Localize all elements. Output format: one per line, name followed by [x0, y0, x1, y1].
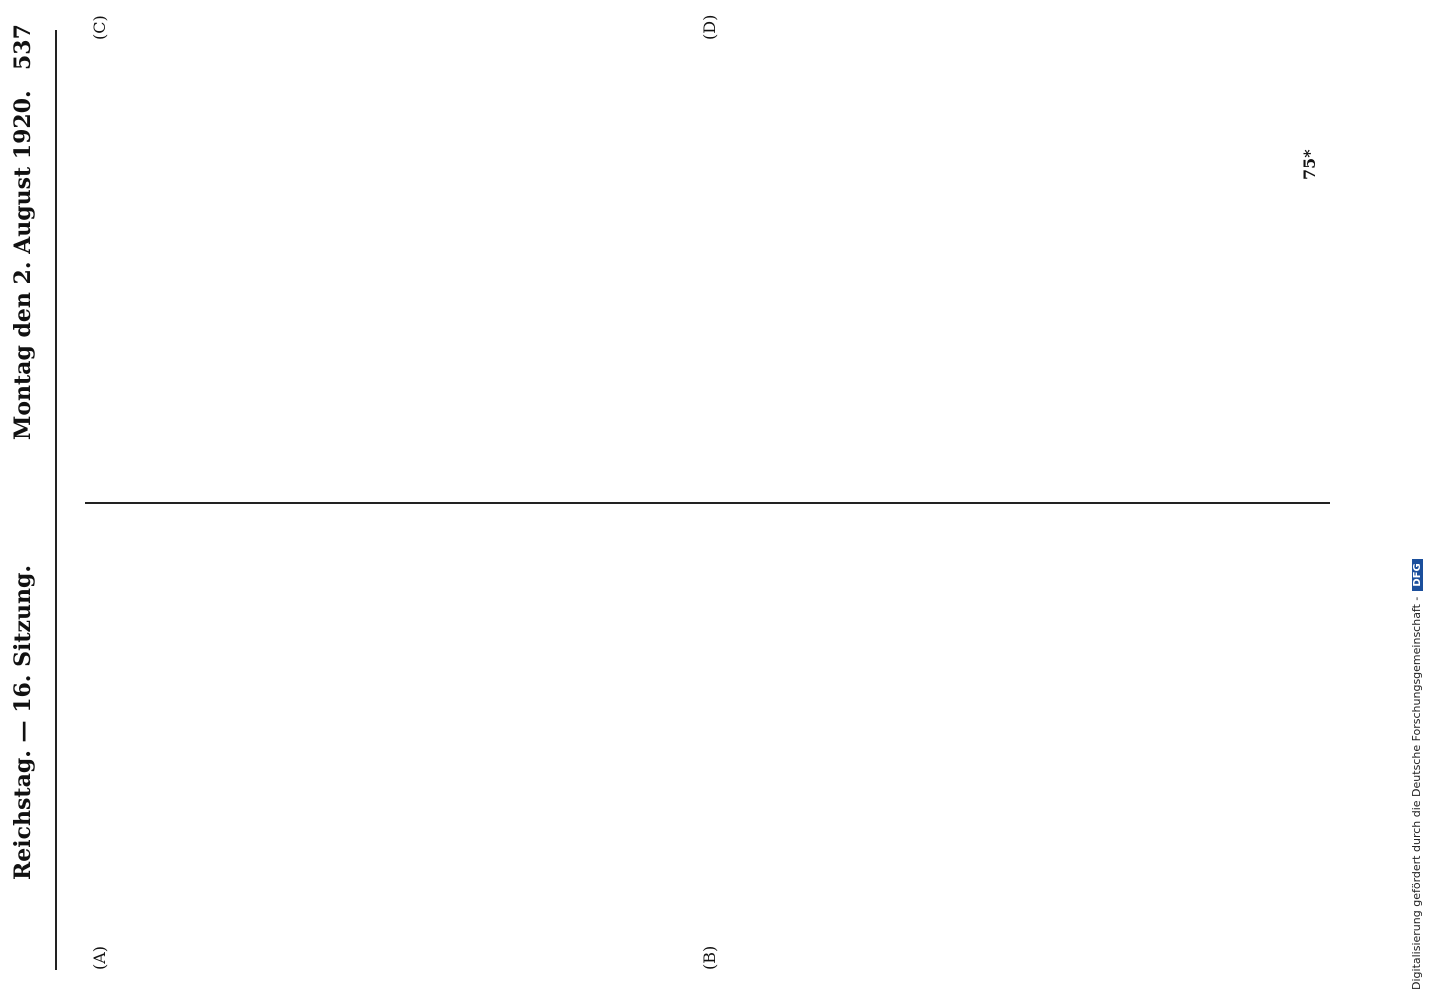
column-divider — [85, 502, 1330, 504]
digitization-credit-text: Digitalisierung gefördert durch die Deutsche Forschungsgemeinschaft - — [1410, 596, 1423, 990]
page-header-left: Reichstag. — 16. Sitzung. — [10, 564, 36, 880]
page-header-date: Montag den 2. August 1920. — [10, 90, 36, 440]
sheet-signature-mark: 75* — [1300, 149, 1319, 180]
right-text-column — [80, 64, 1300, 484]
margin-letter-c: (C) — [90, 15, 109, 40]
margin-letter-a: (A) — [90, 945, 109, 970]
margin-letter-d: (D) — [700, 14, 719, 40]
margin-letter-b: (B) — [700, 945, 719, 970]
page-number: 537 — [10, 24, 36, 70]
digitization-credit — [1410, 10, 1432, 990]
header-rule — [55, 30, 57, 970]
left-text-column — [80, 520, 1300, 940]
dfg-logo-icon: DFG — [1412, 559, 1423, 590]
